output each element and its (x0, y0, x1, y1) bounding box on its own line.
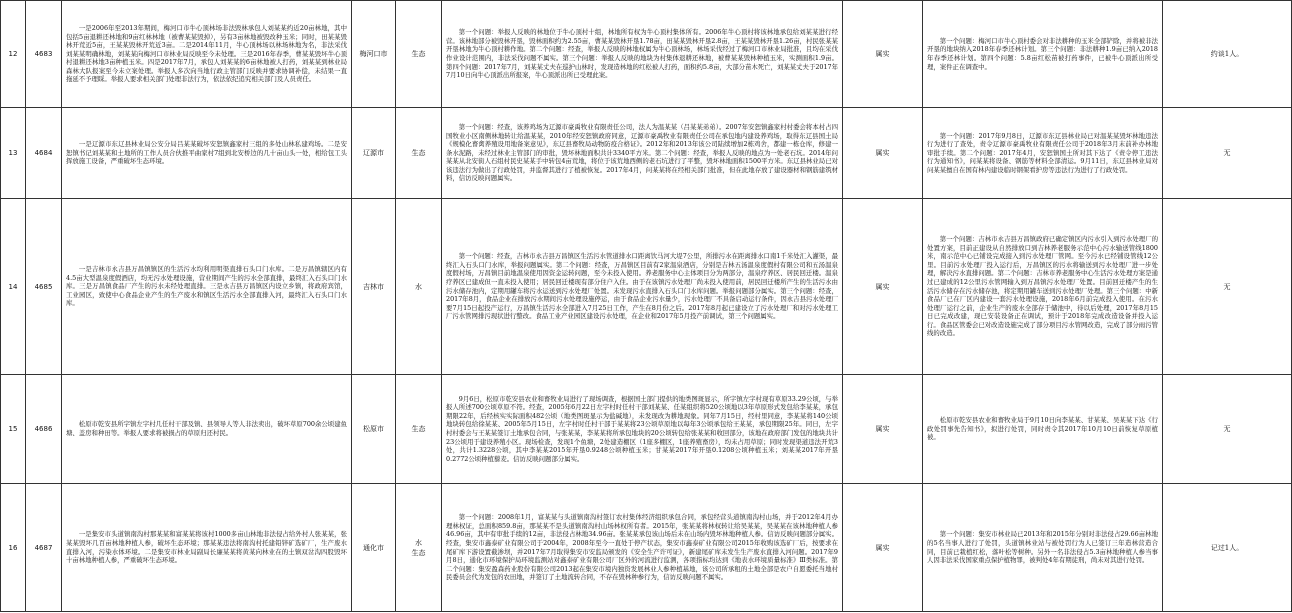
city-cell: 吉林市 (352, 199, 396, 375)
table-row (1, 484, 1292, 612)
row-seq: 12 (1, 1, 26, 108)
handling-cell (923, 484, 1163, 612)
category-cell: 生态 (396, 375, 442, 484)
accountability-cell: 无 (1163, 108, 1292, 199)
findings-text: 第一个问题：经查，吉林市永吉县万昌镇区生活污水管道排水口距离饮马河大堤7公里，所排污水在距离排水口南1千米处汇入灌渠，最终汇入石头口门水库，举报问题属实。第二个问题：经查，万昌镇区目前有2家温泉酒店，分别是吉林五汤温泉度假村有限公司和五汤温泉度假村场，万昌镇目前地温泉使用因资金运转问题，至今未投入使用。养老服务中心主体项目分为两部分，温泉疗养区、居民回迁楼。温泉疗养区已建成但一直未投入使用；居民回迁楼现有部分住户入住。由于在该镇污水处理厂尚未投入使用前，居民回迁楼所产生的生活污水由污水储存池内，定期用罐车将污水运送到污水处理厂处置。未发现污水直排入石头口门水库问题。举报问题部分属实。第三个问题：经查，2017年8月，食品企业在排放污水期间污水处理设施停运，由于食品企业污水量少，污水处理厂不具备启动运行条件，因永吉县污水处理厂要7月15日起投产运行，万昌镇生活污水全部进入7月25日工作，产生在8月份之后。2017年8月起已建设立了污水处理厂和对污水处理工厂污水管网排污现状进行整改。食品工业产业园区建设污水处理，在企业和2017年5月投产前调试，第三个问题属实。 (446, 252, 838, 321)
table-row (1, 1, 1292, 108)
complaint-cell (62, 199, 352, 375)
complaint-cell (62, 375, 352, 484)
complaint-text: 一是集安市头道镇南沟村那某某和富某某将该村1000多亩山林地非法侵占给外村人张某某，张某某毁坏几百亩林地种植人参，破坏生态环境；那某某违法将南沟村托建铅锌矿选矿厂，生产废水直排入河，污染水体环境。二是集安市林业局副局长廉某某将黄某向林业在的土镇双岔沟四股毁坏十亩林地种植人参，严重破坏生态环境。 (66, 530, 347, 565)
city-cell: 辽源市 (352, 108, 396, 199)
row-seq: 13 (1, 108, 26, 199)
table-row (1, 199, 1292, 375)
handling-cell (923, 375, 1163, 484)
handling-text: 第一个问题：2017年9月8日，辽源市东辽县林业局已对温某某毁坏林地违法行为进行了查处，责令辽源市豪禹牧业有限责任公司于2018年3月末前补办林地审批手续。第二个问题：2017年4月，安恕镇国土所对其下达了《责令停工违法行为通知书》，问某某将设备、钢筋等材料全部清运。9月11日，东辽县林业局对问某某擅自在国有林内建设临时钢架看护房等违法行为进行了行政处罚。 (927, 131, 1158, 174)
row-id: 4683 (26, 1, 62, 108)
row-id: 4686 (26, 375, 62, 484)
complaint-cell (62, 484, 352, 612)
handling-text: 第一个问题：吉林市永吉县万昌镇政府已确定镇区内污水引入到污水处理厂的处置方案，目前正建设从自然排放口到吉林养老服务示范中心污水输送管线1800米，南示范中心已铺设完成接入到污水处理厂管网。至今污水已经铺设管线12公里。目前污水处理厂投入运行后，万昌镇区的污水将输送到污水处理厂进一步处理，解决污水直排问题。第二个问题：吉林市养老服务中心生活污水处理方案是通过已建成的12公里污水管网输入到万昌镇污水处理厂处置。目前回迁楼产生的生活污水储存在污水储存池，将定期用罐车送到污水处理厂处理。第三个问题：中新食品厂已在厂区内建设一套污水处理设施，2018年6月前完成投入使用。在污水处理厂运行之前，企业生产的废水全部存于储池中，待以后处理，2017年8月15日已完成改建，现已安装设备正在调试，预计于2018年完成改造设备并投入运行。食品区管委会已对改造设施完成了部分项目污水管网改造，完成了部分雨污管线的改造。 (927, 234, 1158, 338)
verdict-cell: 属实 (843, 484, 923, 612)
verdict-cell: 属实 (843, 199, 923, 375)
row-seq: 15 (1, 375, 26, 484)
handling-text: 第一个问题：集安市林业局已2013年和2015年分别对非法侵占29.66亩林地的5名当事人进行了处罚，头道镇林业站与被处罚行为人已签订三年造林营造合同，目前已栽植红松，落叶松等树种。另外一名非法侵占5.3亩林地种植人参当事人因非法采伐国家重点保护植物罪，被判处4年有期徒刑，尚未对其进行处罚。 (927, 530, 1158, 565)
verdict-cell: 属实 (843, 108, 923, 199)
accountability-cell: 记过1人。 (1163, 484, 1292, 612)
complaint-text: 松原市乾安县所字镇左字村几任村干部及镇、县领导人等人非法卖出，破坏草原700余公顷建鱼塘、盖房和种田等。举报人要求将被损占的草原归还村民。 (66, 420, 347, 437)
category-cell: 生态 (396, 1, 442, 108)
findings-text: 第一个问题：2008年1月，富某某与头道镇南沟村签订农村集体经济组织承包合同，承包经营头道镇南沟村山场，并于2012年4月办理林权证，总面积859.8亩，那某某不是头道镇南沟村山场林权所有者。2015年，张某某将林权转让给吴某某，吴某某在该林地种植人参46.96亩，其中有审批手续的12亩，非法侵占林地34.96亩。张某某承包该山场后未在山场内毁坏林地种植人参。信访反映问题部分属实。经查，集安市鑫泰矿业有限公司于2004年，2008年至今一直处于停产状态，集安市鑫泰矿业有限公司2015年收购该选矿厂后，按要求在尾矿库下游设置截渗坝，并2017年7月取得集安市安监局颁发的《安全生产许可证》，新建尾矿库未发生生产废水直排入河问题。2017年9月8日，通化市环境保护局环境监测站对鑫泰矿业有限公司厂区外的河流进行监测，各项指标均达到《地表水环境质量标准》Ⅲ类标准。第二个问题：集安盈森药业股份有限公司2013起在集安市境内独资发展林业人参种植基地，该公司所承租的土地全部是农户自愿委托当地村民委员会代为发包的农田地，并签订了土地流转合同，不存在毁林种参行为，信访反映问题不属实。 (446, 513, 838, 582)
findings-cell (442, 108, 843, 199)
complaint-text: 一是2006年至2013年期间，梅河口市牛心顶林场非法毁林承包人刘某某约近20亩林地，其中包括5亩退耕还林地和9亩红林林地（被曹某某毁掉），另有3亩林地被毁改种玉米；同时，田某某毁林开荒近5亩，王某某毁林开荒近3亩。二是2014年11月，牛心顶林场以林场林地为名，非法采伐刘某某明确林地，刘某某向梅河口市林业局反映至今未处理。三是2016年春季，曹某某毁坏牛心顶村退耕还林地3亩种植玉米。四是2017年7月，承包人刘某某的6亩林地被人打药，刘某某到林业局森林大队报案至今未立案处理。举报人多次向当地行政主管部门反映并要求协调补偿，未结果一直拖延不予理睬。举报人要求相关部门处理非法行为，依法依纪追究相关部门及人员责任。 (66, 23, 347, 84)
category-cell: 生态 (396, 108, 442, 199)
accountability-cell: 无 (1163, 199, 1292, 375)
row-id: 4685 (26, 199, 62, 375)
complaint-cell (62, 1, 352, 108)
city-cell: 松原市 (352, 375, 396, 484)
handling-cell (923, 1, 1163, 108)
row-seq: 16 (1, 484, 26, 612)
findings-cell (442, 1, 843, 108)
category-cell: 水 (396, 199, 442, 375)
findings-text: 第一个问题：经查，该养鸡场为辽源市豪禹牧业有限责任公司，法人为温某某（吕某某弟弟）。2007年安恕镇鑫家村村委会将本村占四国牧业小区南侧林地转让给温某某，2010年经安恕镇政府同意，辽源市豪禹牧业有限责任公司在承包地内建设养鸡场，取得东辽县国土局《规模化畜禽养殖设用地备案意见》，东辽县畜牧局动物防疫合格证》。2012年和2013年该公司陆续增加2栋鸡舍，都建一栋仓库，修建一条水泥路，未经过林业主管部门的审批，毁坏林地面积共计3340平方米。第二个问题：经查，举报人反映的地点为一处老石坑。2014年问某某从北安街人石组村民史某某手中转包4亩荒地，将位于该荒地西侧的老石坑进行了平整，毁坏林地面积1500平方米。东辽县林业局已对该违法行为做出了行政处罚，并监督其进行了植被恢复。2017年4月，问某某将在经相关部门批准，但在此地存放了建设器材和钢筋建筑材料，信访反映问题属实。 (446, 122, 838, 183)
accountability-cell: 无 (1163, 375, 1292, 484)
row-seq: 14 (1, 199, 26, 375)
complaint-text: 一是吉林市永吉县万昌镇镇区的生活污水均利用明渠直排石头口门水库。二是万昌镇辖区内有4.5亩大型温泉度假酒店，均无污水处理设施，营业期间产生的污水全部直排，最终汇入石头口门水库。三是万昌镇食品厂产生的污水未经处理直排。三是永吉县万昌镇区内设立乡镇，将政府宾馆，工业园区，致使中心食品企业产生的生产废水和镇区生活污水全部直排入河，最终汇入石头口门水库。 (66, 265, 347, 308)
city-cell: 通化市 (352, 484, 396, 612)
row-id: 4687 (26, 484, 62, 612)
handling-text: 松原市乾安县农业和畜牧业局于9月10日向李某某、甘某某、吴某某下达《行政处罚事先告知书》，拟进行处罚，同时责令其2017年10月10日前恢复草原植被。 (927, 416, 1158, 442)
handling-text: 第一个问题：梅河口市牛心顶村委会对非法耕种的玉米全部铲除，并将被非法开垦的地块纳入2018年春季还林计划。第三个问题：非法耕种1.9亩已纳入2018年春季还林计划。第四个问题：5.8亩红松苗被打药事件，已被牛心顶派出所受理，案件正在调查中。 (927, 36, 1158, 71)
findings-text: 9月6日，松原市乾安县农业和畜牧业局进行了现场调查，根据国土部门提供的地类图斑显示，所字镇左字村现有草原33.29公顷，与举报人所述700公顷草原不符。经查，2005年6月22日左字村时任村干部刘某某、任某组织将520公顷地以3年草原形式发包给李某某，承包期限22年，后经核实实际面积482公顷（地类图斑显示为盐碱地），未发现改为耕地现象。同年7月15日，经村里同意，李某某将140公顷地块转包给徐某某、2005年5月15日，左字村时任村干部于某某将23公顷草原地以每年3公顷承包给王某某，承包期限25年。同日，左字村村委会与王某某签订土地承包合同，与张某某，李某某将所承包地块的20公顷转包给张某某和收回部分，该地在政府部门发包的地块共计23公顷用于建设养殖小区。现场检查，发现1个鱼塘，2处建造棚区（1座多棚区，1座养殖畜房），均未占用草原；同时发现渠道违法开荒3处，共计1.3228公顷，其中李某某2015年开垦0.9248公顷种植玉米；甘某某2017年开垦0.1208公顷种植玉米；刘某某2017年开垦0.2772公顷种植藜麦。信访反映问题部分属实。 (446, 394, 838, 463)
handling-cell (923, 199, 1163, 375)
table-row (1, 375, 1292, 484)
verdict-cell: 属实 (843, 375, 923, 484)
findings-text: 第一个问题：举报人反映的林地位于牛心顶村十组，林地所有权为牛心顶村集体所有。2006年牛心顶村将该林地承包给刘某某进行经营。该林地部分被毁林开垦，毁林面积约为2.55亩，曹某某毁林开垦1.78亩，田某某毁林开垦2.8亩，王某某毁林开垦1.26亩，村民张某某开垦林地为牛心顶村耕作地。第二个问题：经查，举报人反映的林地权属为牛心顶林场，林场采伐经过了梅河口市林业局批准，且均在采伐作业设计范围内，非法采伐问题不属实。第三个问题：举报人反映的地块为村集体退耕还林地，被曹某某毁林种植玉米，实测面积1.9亩。第四个问题：2017年7月，刘某某丈夫在巡护山林时，发现造林地的红松被人打药，面积约5.8亩，大部分苗木死亡，刘某某丈夫于2017年7月10日向牛心顶派出所报案，牛心顶派出所已受理此案。 (446, 28, 838, 80)
complaint-text: 一是辽源市东辽县林业局公安分局吕某某破坏安恕镇鑫家村三组的多处山林私建鸡场。二是安恕镇书记刘某某和土地所的工作人员合伙推平曲家村7组到北安桥边的几十亩山头一处，相给包工头挥放施工设备，严重破坏生态环境。 (66, 140, 347, 166)
city-cell: 梅河口市 (352, 1, 396, 108)
row-id: 4684 (26, 108, 62, 199)
category-cell: 水 生态 (396, 484, 442, 612)
findings-cell (442, 375, 843, 484)
accountability-cell: 约谈1人。 (1163, 1, 1292, 108)
table-row (1, 108, 1292, 199)
findings-cell (442, 484, 843, 612)
handling-cell (923, 108, 1163, 199)
verdict-cell: 属实 (843, 1, 923, 108)
findings-cell (442, 199, 843, 375)
complaint-cell (62, 108, 352, 199)
